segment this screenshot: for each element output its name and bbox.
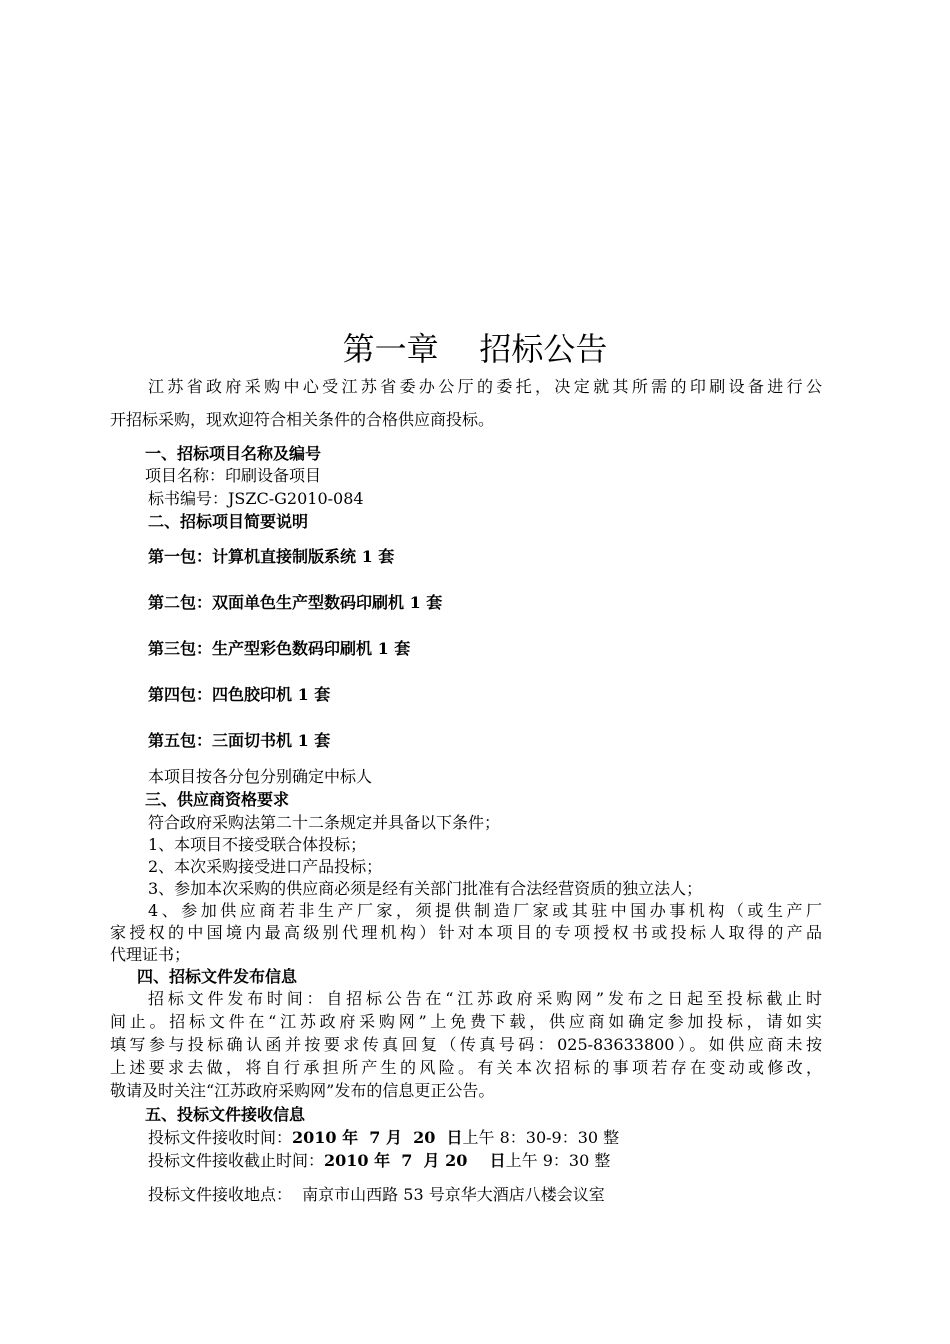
release-line-3: 填写参与投标确认函并按要求传真回复（传真号码：025-83633800）。如供应商未按: [110, 1035, 822, 1054]
section-3-heading: 三、供应商资格要求: [145, 790, 290, 809]
package-5: 第五包：三面切书机 1 套: [148, 731, 331, 750]
section-1-heading: 一、招标项目名称及编号: [145, 444, 322, 463]
receive-time-label: 投标文件接收时间：: [148, 1128, 293, 1147]
award-note: 本项目按各分包分别确定中标人: [148, 767, 373, 786]
receive-deadline-hours: 上午 9：30 整: [505, 1151, 611, 1170]
bid-number: 标书编号：JSZC-G2010-084: [148, 489, 364, 508]
receive-time-hours: 上午 8：30-9：30 整: [462, 1128, 620, 1147]
qualification-line-4: 3、参加本次采购的供应商必须是经有关部门批准有合法经营资质的独立法人；: [148, 879, 703, 898]
qualification-line-1: 符合政府采购法第二十二条规定并具备以下条件；: [148, 813, 501, 832]
receive-location: 投标文件接收地点： 南京市山西路 53 号京华大酒店八楼会议室: [148, 1185, 605, 1204]
package-4: 第四包：四色胶印机 1 套: [148, 685, 331, 704]
release-line-4: 上述要求去做，将自行承担所产生的风险。有关本次招标的事项若存在变动或修改，: [110, 1058, 822, 1077]
release-line-1: 招标文件发布时间：自招标公告在“江苏政府采购网”发布之日起至投标截止时: [148, 989, 822, 1008]
receive-deadline-label: 投标文件接收截止时间：: [148, 1151, 325, 1170]
project-name: 项目名称：印刷设备项目: [145, 466, 322, 485]
release-line-5: 敬请及时关注“江苏政府采购网”发布的信息更正公告。: [110, 1081, 495, 1100]
section-5-heading: 五、投标文件接收信息: [145, 1105, 306, 1124]
section-2-heading: 二、招标项目简要说明: [148, 512, 309, 531]
section-4-heading: 四、招标文件发布信息: [137, 967, 298, 986]
qualification-line-6: 家授权的中国境内最高级别代理机构）针对本项目的专项授权书或投标人取得的产品: [110, 923, 822, 942]
qualification-line-7: 代理证书；: [110, 945, 191, 964]
receive-time: [148, 1127, 619, 1149]
receive-time-date: 2010 年 7 月 20 日: [292, 1128, 463, 1147]
receive-deadline: [148, 1150, 610, 1172]
package-3: 第三包：生产型彩色数码印刷机 1 套: [148, 639, 411, 658]
qualification-line-3: 2、本次采购接受进口产品投标；: [148, 857, 383, 876]
package-1: 第一包：计算机直接制版系统 1 套: [148, 547, 395, 566]
intro-line-2: 开招标采购，现欢迎符合相关条件的合格供应商投标。: [110, 410, 495, 429]
receive-deadline-date: 2010 年 7 月 20 日: [324, 1151, 506, 1170]
qualification-line-2: 1、本项目不接受联合体投标；: [148, 835, 367, 854]
qualification-line-5: 4、参加供应商若非生产厂家，须提供制造厂家或其驻中国办事机构（或生产厂: [148, 901, 822, 920]
chapter-title: 第一章 招标公告: [342, 330, 608, 368]
package-2: 第二包：双面单色生产型数码印刷机 1 套: [148, 593, 443, 612]
release-line-2: 间止。招标文件在“江苏政府采购网”上免费下载，供应商如确定参加投标，请如实: [110, 1012, 822, 1031]
intro-line-1: 江苏省政府采购中心受江苏省委办公厅的委托，决定就其所需的印刷设备进行公: [148, 377, 822, 396]
